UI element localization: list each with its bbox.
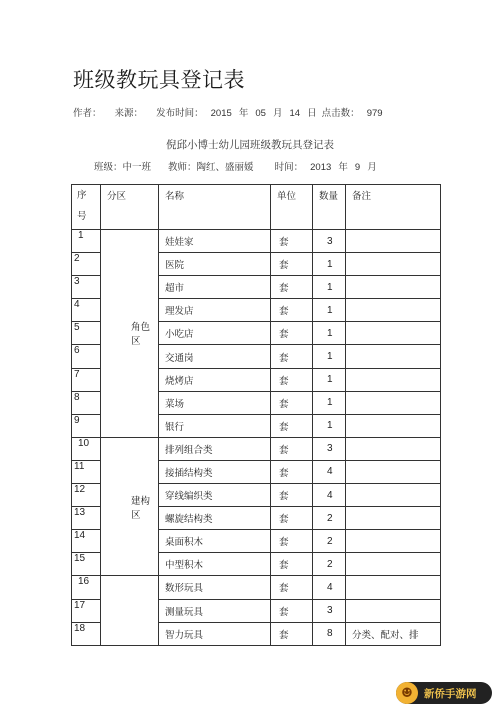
item-note — [346, 276, 441, 299]
row-number: 1 — [72, 230, 101, 253]
time-month-unit: 月 — [367, 162, 377, 173]
row-number: 8 — [72, 391, 101, 414]
item-name: 穿线编织类 — [159, 484, 271, 507]
item-note: 分类、配对、排 — [346, 622, 441, 645]
zone-build: 建构区 — [101, 437, 159, 576]
item-unit: 套 — [271, 530, 313, 553]
row-number: 9 — [72, 414, 101, 437]
header-name: 名称 — [159, 185, 271, 230]
item-qty: 4 — [313, 460, 346, 483]
item-qty: 1 — [313, 276, 346, 299]
item-qty: 2 — [313, 530, 346, 553]
item-note — [346, 414, 441, 437]
time-year: 2013 — [310, 162, 332, 173]
row-number: 3 — [72, 276, 101, 299]
header-seq-line1: 序 — [77, 190, 87, 201]
item-unit: 套 — [271, 276, 313, 299]
zone-role: 角色区 — [101, 230, 159, 438]
item-qty: 4 — [313, 576, 346, 599]
click-count: 979 — [366, 108, 383, 119]
item-name: 超市 — [159, 276, 271, 299]
item-unit: 套 — [271, 484, 313, 507]
row-number: 4 — [72, 299, 101, 322]
item-unit: 套 — [271, 391, 313, 414]
item-name: 测量玩具 — [159, 599, 271, 622]
item-unit: 套 — [271, 553, 313, 576]
item-name: 数形玩具 — [159, 576, 271, 599]
item-unit: 套 — [271, 599, 313, 622]
author-label: 作者： — [73, 108, 102, 119]
row-number: 18 — [72, 622, 101, 645]
publish-month-unit: 月 — [272, 108, 283, 119]
teachers-label: 教师：陶红、盛丽媛 — [168, 162, 254, 173]
item-qty: 3 — [313, 437, 346, 460]
header-qty: 数量 — [313, 185, 346, 230]
published-label: 发布时间： — [156, 108, 204, 119]
item-unit: 套 — [271, 368, 313, 391]
item-unit: 套 — [271, 230, 313, 253]
class-info — [94, 159, 391, 173]
mascot-icon: ☻ — [396, 682, 418, 704]
header-seq — [72, 185, 101, 230]
item-qty: 8 — [313, 622, 346, 645]
item-unit: 套 — [271, 299, 313, 322]
item-name: 娃娃家 — [159, 230, 271, 253]
item-note — [346, 437, 441, 460]
item-qty: 1 — [313, 299, 346, 322]
item-note — [346, 230, 441, 253]
item-unit: 套 — [271, 253, 313, 276]
item-name: 中型积木 — [159, 553, 271, 576]
source-label: 来源： — [114, 108, 144, 119]
item-qty: 1 — [313, 391, 346, 414]
item-name: 烧烤店 — [159, 368, 271, 391]
table-header-row — [72, 185, 441, 230]
publish-year: 2015 — [210, 108, 232, 119]
item-unit: 套 — [271, 414, 313, 437]
item-note — [346, 553, 441, 576]
row-number: 12 — [72, 484, 101, 507]
item-unit: 套 — [271, 507, 313, 530]
item-name: 接插结构类 — [159, 460, 271, 483]
item-name: 菜场 — [159, 391, 271, 414]
toy-register-table — [71, 184, 441, 646]
row-number: 5 — [72, 322, 101, 345]
item-qty: 3 — [313, 230, 346, 253]
item-unit: 套 — [271, 437, 313, 460]
article-meta — [73, 105, 393, 119]
publish-year-unit: 年 — [238, 108, 249, 119]
header-seq-line2: 号 — [77, 211, 87, 222]
row-number: 14 — [72, 530, 101, 553]
item-note — [346, 460, 441, 483]
row-number: 6 — [72, 345, 101, 368]
item-qty: 2 — [313, 507, 346, 530]
item-qty: 1 — [313, 368, 346, 391]
item-qty: 1 — [313, 345, 346, 368]
row-number: 11 — [72, 460, 101, 483]
row-number: 17 — [72, 599, 101, 622]
class-label: 班级：中一班 — [94, 162, 152, 173]
item-name: 小吃店 — [159, 322, 271, 345]
item-note — [346, 507, 441, 530]
item-qty: 3 — [313, 599, 346, 622]
item-note — [346, 391, 441, 414]
header-unit: 单位 — [271, 185, 313, 230]
row-number: 16 — [72, 576, 101, 599]
clicks-label: 点击数： — [321, 108, 360, 119]
item-name: 螺旋结构类 — [159, 507, 271, 530]
row-number: 15 — [72, 553, 101, 576]
item-qty: 4 — [313, 484, 346, 507]
table-row — [72, 576, 441, 599]
item-qty: 1 — [313, 322, 346, 345]
item-note — [346, 530, 441, 553]
item-note — [346, 599, 441, 622]
publish-day: 14 — [289, 108, 301, 119]
document-heading: 倪邱小博士幼儿园班级教玩具登记表 — [166, 139, 334, 151]
item-name: 排列组合类 — [159, 437, 271, 460]
item-note — [346, 322, 441, 345]
item-name: 交通岗 — [159, 345, 271, 368]
item-name: 医院 — [159, 253, 271, 276]
row-number: 2 — [72, 253, 101, 276]
time-year-unit: 年 — [338, 162, 348, 173]
time-month: 9 — [354, 162, 361, 173]
row-number: 10 — [72, 437, 101, 460]
item-name: 智力玩具 — [159, 622, 271, 645]
item-note — [346, 576, 441, 599]
row-number: 7 — [72, 368, 101, 391]
item-qty: 2 — [313, 553, 346, 576]
publish-day-unit: 日 — [307, 108, 317, 119]
item-name: 理发店 — [159, 299, 271, 322]
page-title: 班级教玩具登记表 — [73, 68, 245, 92]
item-unit: 套 — [271, 460, 313, 483]
item-name: 桌面积木 — [159, 530, 271, 553]
item-note — [346, 368, 441, 391]
item-note — [346, 253, 441, 276]
item-unit: 套 — [271, 576, 313, 599]
row-number: 13 — [72, 507, 101, 530]
table-row — [72, 230, 441, 253]
item-name: 银行 — [159, 414, 271, 437]
item-qty: 1 — [313, 253, 346, 276]
item-unit: 套 — [271, 322, 313, 345]
header-zone: 分区 — [101, 185, 159, 230]
table-row — [72, 437, 441, 460]
item-unit: 套 — [271, 622, 313, 645]
item-qty: 1 — [313, 414, 346, 437]
zone-math — [101, 576, 159, 645]
watermark-text: 新侨手游网 — [424, 687, 477, 700]
site-watermark[interactable] — [396, 682, 492, 704]
item-note — [346, 299, 441, 322]
item-note — [346, 484, 441, 507]
publish-month: 05 — [255, 108, 266, 119]
time-label: 时间： — [274, 162, 304, 173]
header-note: 备注 — [346, 185, 441, 230]
item-unit: 套 — [271, 345, 313, 368]
item-note — [346, 345, 441, 368]
